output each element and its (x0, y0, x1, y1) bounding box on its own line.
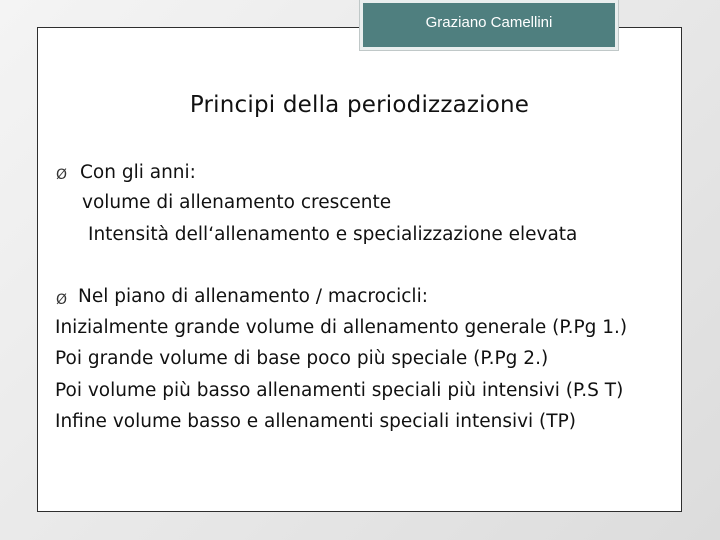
author-tab: Graziano Camellini (360, 0, 618, 50)
slide-title: Principi della periodizzazione (189, 92, 530, 118)
bullet-line: Poi grande volume di base poco più speciale (P.Pg 2.) (55, 348, 549, 369)
bullet-line: Poi volume più basso allenamenti speciali più intensivi (P.S T) (55, 380, 624, 401)
bullet-line: Infine volume basso e allenamenti speciali intensivi (TP) (55, 411, 576, 432)
bullet-line: Inizialmente grande volume di allenamento generale (P.Pg 1.) (55, 317, 628, 338)
bullet-arrow-icon: Ø (56, 167, 68, 183)
bullet-line: volume di allenamento crescente (82, 192, 392, 213)
bullet-arrow-icon: Ø (56, 292, 68, 308)
bullet-heading: Nel piano di allenamento / macrocicli: (78, 286, 428, 307)
bullet-line: Intensità dell‘allenamento e specializzazione elevata (88, 224, 578, 245)
bullet-heading: Con gli anni: (80, 162, 196, 183)
